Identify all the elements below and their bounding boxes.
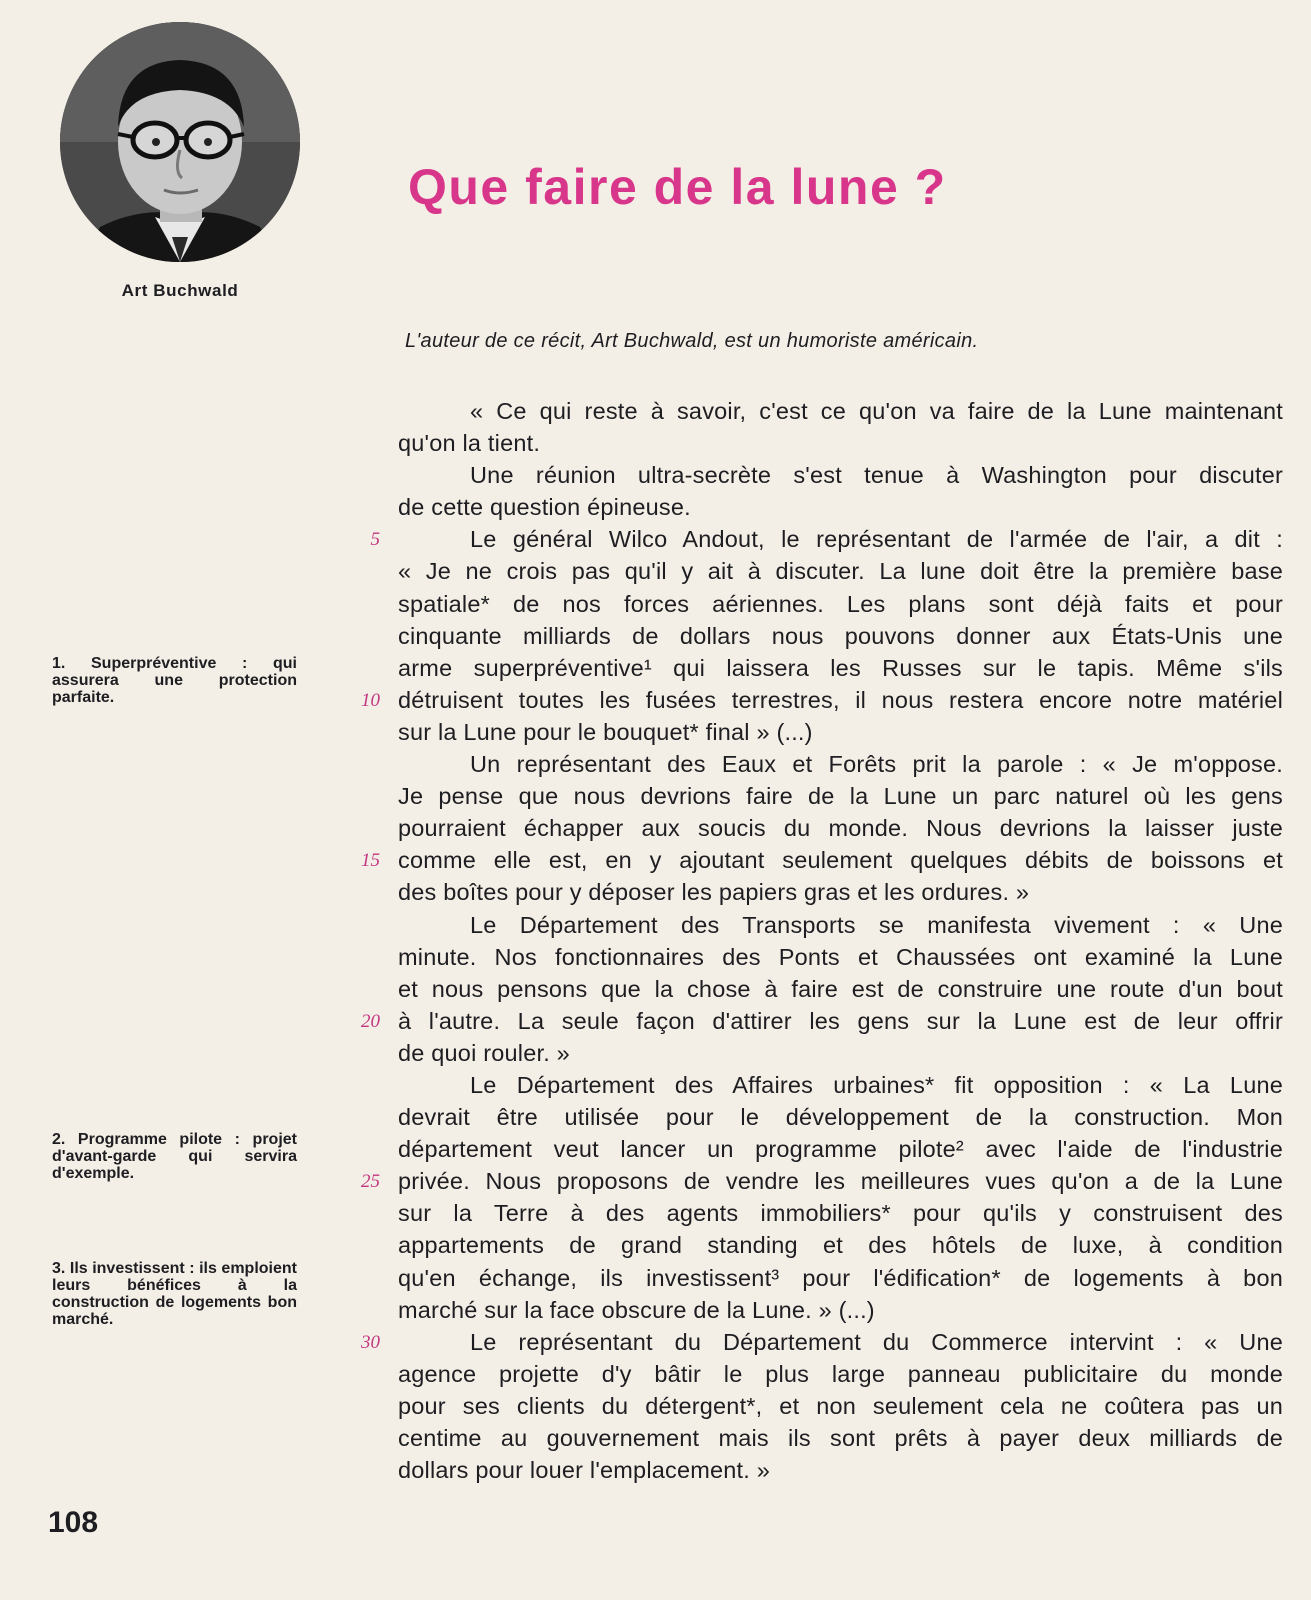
text-line: Le Département des Affaires urbaines* fit opposition : « La Lune xyxy=(470,1071,1283,1098)
text-line: qu'en échange, ils investissent³ pour l'édification* de logements à bon xyxy=(398,1264,1283,1291)
page-title: Que faire de la lune ? xyxy=(408,159,947,215)
footnote-2: 2. Programme pilote : projet d'avant-garde qui servira d'exemple. xyxy=(52,1131,297,1182)
line-number: 15 xyxy=(361,850,380,872)
text-line: pourraient échapper aux soucis du monde. Nous devrions la laisser juste xyxy=(398,815,1283,842)
page-number: 108 xyxy=(48,1506,99,1539)
text-line: « Ce qui reste à savoir, c'est ce qu'on va faire de la Lune maintenant xyxy=(470,398,1283,424)
text-line: spatiale* de nos forces aériennes. Les plans sont déjà faits et pour xyxy=(398,590,1283,617)
author-photo-icon xyxy=(60,22,300,262)
text-line: et nous pensons que la chose à faire est de construire une route d'un bout xyxy=(398,975,1283,1002)
line-number: 10 xyxy=(361,689,380,711)
text-line: département veut lancer un programme pilote² avec l'aide de l'industrie xyxy=(398,1136,1283,1163)
story-text xyxy=(398,395,1283,1486)
text-line: arme superpréventive¹ qui laissera les Russes sur le tapis. Même s'ils xyxy=(398,654,1283,681)
text-line: sur la Terre à des agents immobiliers* pour qu'ils y construisent des xyxy=(398,1200,1283,1227)
footnote-1: 1. Superpréventive : qui assurera une protection parfaite. xyxy=(52,655,297,706)
text-line: des boîtes pour y déposer les papiers gras et les ordures. » xyxy=(398,879,1030,906)
text-line: Le Département des Transports se manifesta vivement : « Une xyxy=(470,911,1283,938)
text-line: sur la Lune pour le bouquet* final » (...) xyxy=(398,718,813,745)
text-line: détruisent toutes les fusées terrestres, il nous restera encore notre matériel xyxy=(398,686,1283,713)
text-line: « Je ne crois pas qu'il y ait à discuter. La lune doit être la première base xyxy=(398,558,1283,585)
text-line: appartements de grand standing et des hôtels de luxe, à condition xyxy=(398,1232,1283,1259)
line-number: 20 xyxy=(361,1010,380,1032)
text-line: de cette question épineuse. xyxy=(398,494,691,521)
author-portrait xyxy=(60,22,300,262)
text-line: marché sur la face obscure de la Lune. » (...) xyxy=(398,1296,875,1323)
text-line: cinquante milliards de dollars nous pouvons donner aux États-Unis une xyxy=(398,622,1283,649)
text-line: Le représentant du Département du Commerce intervint : « Une xyxy=(470,1328,1283,1355)
text-line: Un représentant des Eaux et Forêts prit la parole : « Je m'oppose. xyxy=(470,751,1283,778)
text-line: de quoi rouler. » xyxy=(398,1039,570,1066)
text-line: centime au gouvernement mais ils sont prêts à payer deux milliards de xyxy=(398,1425,1283,1451)
text-line: dollars pour louer l'emplacement. » xyxy=(398,1457,771,1484)
text-line: Je pense que nous devrions faire de la Lune un parc naturel où les gens xyxy=(398,783,1283,810)
text-line: privée. Nous proposons de vendre les meilleures vues qu'on a de la Lune xyxy=(398,1168,1283,1195)
portrait-caption: Art Buchwald xyxy=(121,281,239,300)
line-number: 25 xyxy=(361,1171,380,1193)
text-line: devrait être utilisée pour le développement de la construction. Mon xyxy=(398,1104,1283,1131)
text-line: pour ses clients du détergent*, et non seulement cela ne coûtera pas un xyxy=(398,1392,1283,1419)
line-number: 30 xyxy=(361,1331,380,1353)
text-line: qu'on la tient. xyxy=(398,430,541,457)
text-line: minute. Nos fonctionnaires des Ponts et Chaussées ont examiné la Lune xyxy=(398,943,1283,970)
text-line: Le général Wilco Andout, le représentant de l'armée de l'air, a dit : xyxy=(470,526,1283,553)
text-line: Une réunion ultra-secrète s'est tenue à Washington pour discuter xyxy=(470,462,1283,489)
text-line: à l'autre. La seule façon d'attirer les gens sur la Lune est de leur offrir xyxy=(398,1007,1283,1034)
footnote-3: 3. Ils investissent : ils emploient leurs bénéfices à la construction de logements bon marché. xyxy=(52,1260,297,1328)
text-line: agence projette d'y bâtir le plus large panneau publicitaire du monde xyxy=(398,1360,1283,1387)
line-number: 5 xyxy=(370,529,380,551)
intro-text: L'auteur de ce récit, Art Buchwald, est un humoriste américain. xyxy=(405,330,979,352)
text-line: comme elle est, en y ajoutant seulement quelques débits de boissons et xyxy=(398,847,1283,874)
